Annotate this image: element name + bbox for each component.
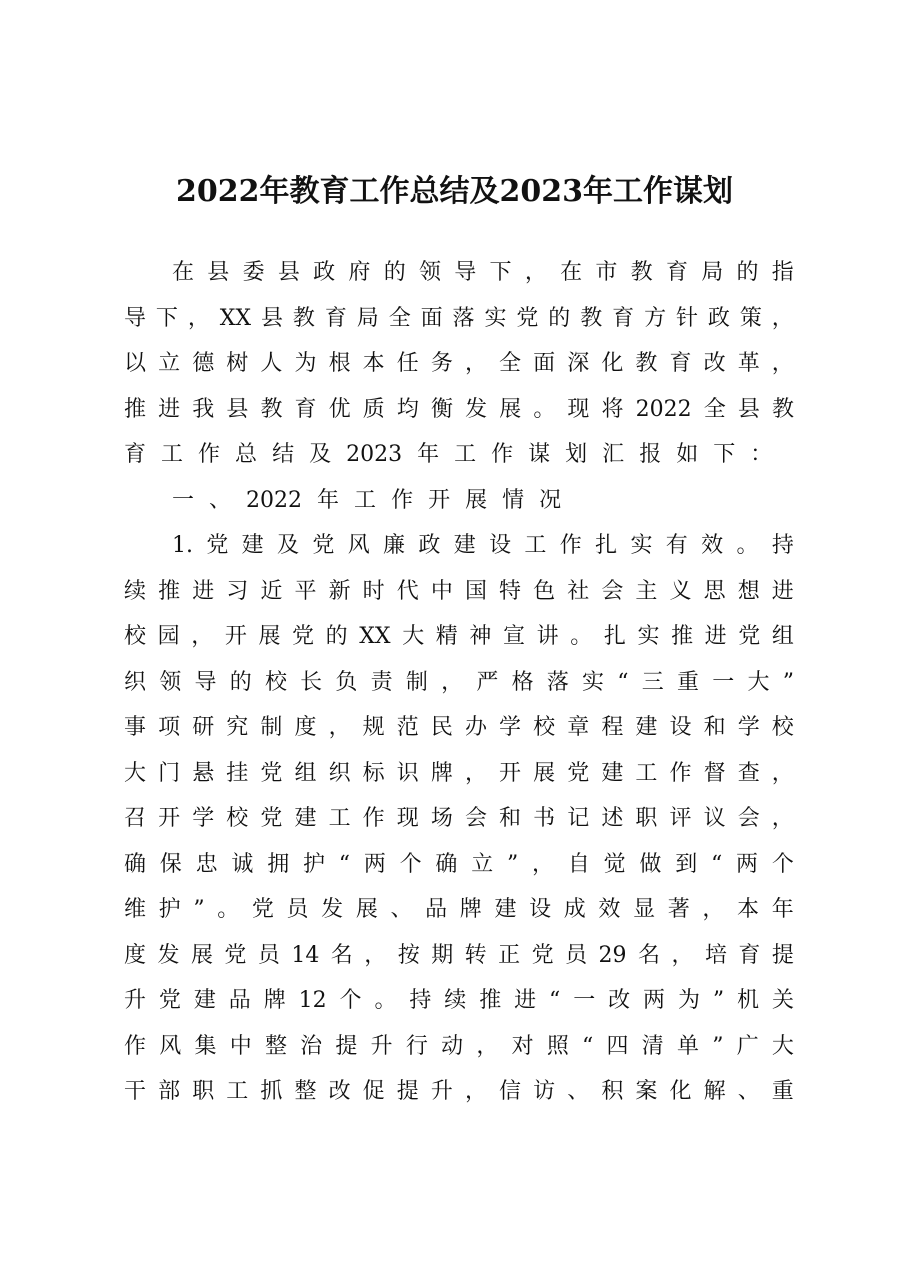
section-heading: 一 、 2022 年 工 作 开 展 情 况: [172, 487, 562, 513]
paragraph-line: 1. 党 建 及 党 风 廉 政 建 设 工 作 扎 实 有 效 。 持: [172, 533, 794, 558]
paragraph-line: 以 立 德 树 人 为 根 本 任 务 ， 全 面 深 化 教 育 改 革 ，: [124, 351, 794, 376]
paragraph-line: 大 门 悬 挂 党 组 织 标 识 牌 ， 开 展 党 建 工 作 督 查 ，: [124, 760, 794, 786]
paragraph-line: 度 发 展 党 员 14 名 ， 按 期 转 正 党 员 29 名 ， 培 育 提: [124, 942, 794, 968]
paragraph-line: 校 园 ， 开 展 党 的 XX 大 精 神 宣 讲 。 扎 实 推 进 党 组: [124, 624, 794, 649]
paragraph-line: 推 进 我 县 教 育 优 质 均 衡 发 展 。 现 将 2022 全 县 教: [124, 396, 794, 422]
paragraph-line: 育 工 作 总 结 及 2023 年 工 作 谋 划 汇 报 如 下 ：: [124, 442, 773, 467]
paragraph-line: 确 保 忠 诚 拥 护 “ 两 个 确 立 ” ， 自 觉 做 到 “ 两 个: [124, 851, 794, 877]
paragraph-line: 维 护 ” 。 党 员 发 展 、 品 牌 建 设 成 效 显 著 ， 本 年: [124, 897, 794, 922]
paragraph-line: 导 下 ， XX 县 教 育 局 全 面 落 实 党 的 教 育 方 针 政 策 ，: [124, 305, 794, 331]
paragraph-line: 干 部 职 工 抓 整 改 促 提 升 ， 信 访 、 积 案 化 解 、 重: [124, 1079, 794, 1104]
document-title: 2022年教育工作总结及2023年工作谋划: [176, 174, 733, 209]
paragraph-line: 召 开 学 校 党 建 工 作 现 场 会 和 书 记 述 职 评 议 会 ，: [124, 806, 794, 831]
paragraph-line: 在 县 委 县 政 府 的 领 导 下 ， 在 市 教 育 局 的 指: [172, 260, 794, 285]
paragraph-line: 作 风 集 中 整 治 提 升 行 动 ， 对 照 “ 四 清 单 ” 广 大: [124, 1033, 794, 1059]
paragraph-line: 升 党 建 品 牌 12 个 。 持 续 推 进 “ 一 改 两 为 ” 机 关: [124, 988, 794, 1013]
paragraph-line: 续 推 进 习 近 平 新 时 代 中 国 特 色 社 会 主 义 思 想 进: [124, 578, 794, 604]
paragraph-line: 织 领 导 的 校 长 负 责 制 ， 严 格 落 实 “ 三 重 一 大 ”: [124, 669, 794, 695]
paragraph-line: 事 项 研 究 制 度 ， 规 范 民 办 学 校 章 程 建 设 和 学 校: [124, 715, 794, 740]
document-body: [124, 250, 794, 1115]
